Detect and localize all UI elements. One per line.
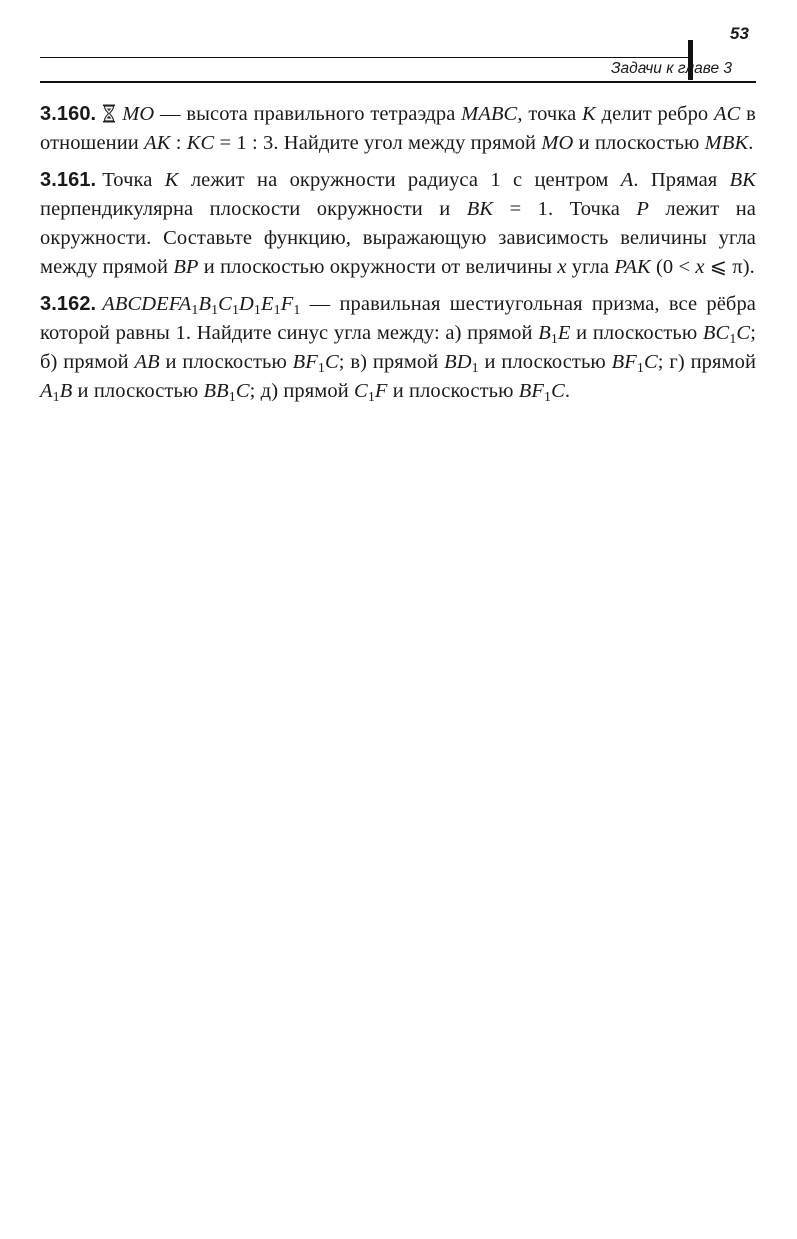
running-head: Задачи к главе 3	[611, 60, 732, 77]
problem-3-162: 3.162. $ABCDEFA_1B_1C_1D_1E_1F_1$ — правильная шестиугольная призма, все рёбра которой равны 1. Найдите синус угла между: а) прямой $B_1E$ и плоскостью $BC_1C$; б) прямой AB и плоскостью $BF_1C$; в) прямой $BD_1$ и плоскостью $BF_1C$; г) прямой $A_1B$ и плоскостью $BB_1C$; д) прямой $C_1F$ и плоскостью $BF_1C$.	[40, 293, 757, 406]
header-rule-top	[40, 57, 690, 58]
problem-number: 3.162.	[40, 293, 97, 315]
problems-list	[40, 100, 756, 414]
hourglass-icon	[102, 104, 116, 123]
problem-number: 3.160.	[40, 103, 97, 125]
page-header	[40, 20, 756, 86]
problem-3-161: 3.161. Точка K лежит на окружности радиуса 1 с центром A. Прямая BK перпендикулярна плоскости окружности и BK = 1. Точка P лежит на окружности. Составьте функцию, выражающую зависимость величины угла между прямой BP и плоскостью окружности от величины x угла PAK (0 < x ⩽ π).	[40, 169, 757, 278]
page-number: 53	[730, 24, 749, 43]
problem-3-160: 3.160. MO — высота правильного тетраэдра MABC, точка K делит ребро AC в отношении AK : KC = 1 : 3. Найдите угол между прямой MO и плоскостью MBK.	[40, 103, 756, 154]
header-rule-bottom	[40, 81, 756, 83]
problem-number: 3.161.	[40, 169, 97, 191]
